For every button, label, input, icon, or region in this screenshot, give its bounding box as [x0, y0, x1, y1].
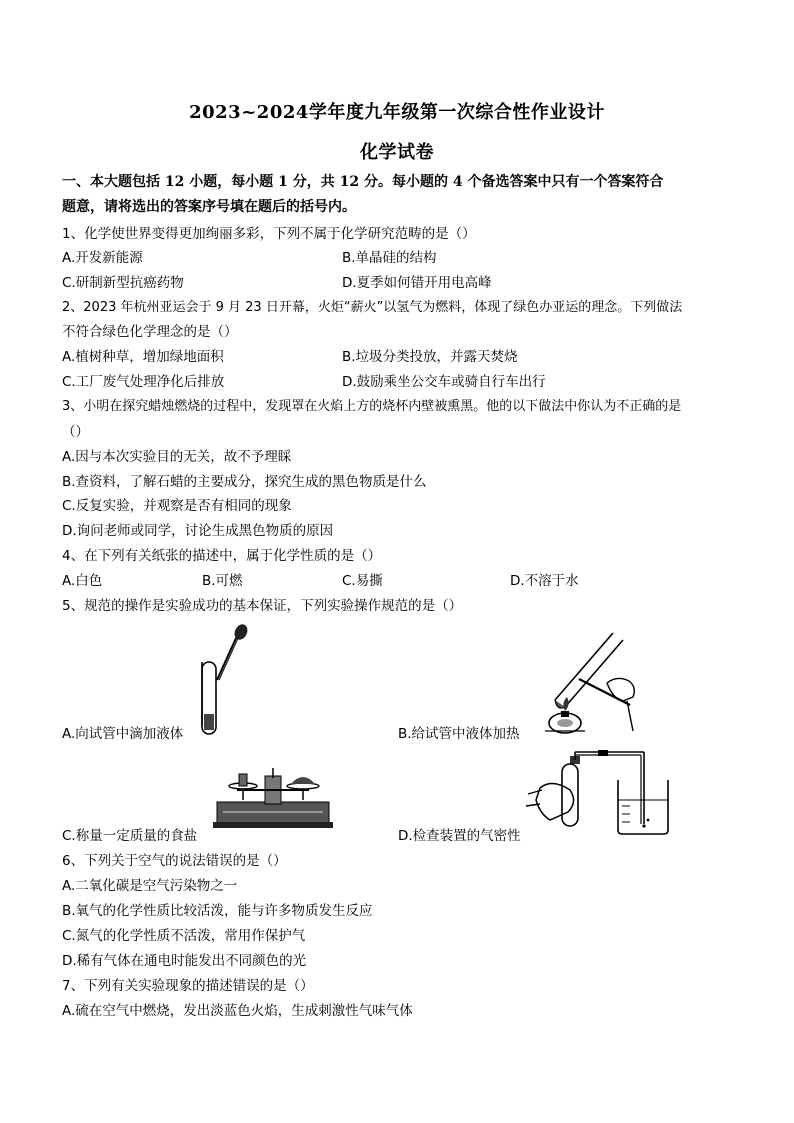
- question-6-option-a: A.二氧化碳是空气污染物之一: [62, 878, 238, 894]
- question-2-option-c: C.工厂废气处理净化后排放: [62, 374, 225, 390]
- question-3-option-a: A.因与本次实验目的无关，故不予理睬: [62, 449, 292, 465]
- question-3-option-b: B.查资料，了解石蜡的主要成分，探究生成的黑色物质是什么: [62, 474, 427, 490]
- question-3-stem-line-2: （）: [62, 424, 89, 440]
- question-2-stem-line-1: 2、2023 年杭州亚运会于 9 月 23 日开幕，火炬“薪火”以氢气为燃料，体现了绿色办亚运的理念。下列做法: [62, 300, 683, 315]
- question-1-option-c: C.研制新型抗癌药物: [62, 275, 184, 291]
- section-instructions-line-2: 题意，请将选出的答案序号填在题后的括号内。: [62, 199, 356, 215]
- question-6-stem: 6、下列关于空气的说法错误的是（）: [62, 853, 287, 869]
- balance-scale-figure: [213, 762, 333, 832]
- question-6-option-d: D.稀有气体在通电时能发出不同颜色的光: [62, 953, 307, 969]
- question-6-option-b: B.氧气的化学性质比较活泼，能与许多物质发生反应: [62, 903, 373, 919]
- question-1-option-a: A.开发新能源: [62, 250, 143, 266]
- question-6-option-c: C.氮气的化学性质不活泼，常用作保护气: [62, 928, 306, 944]
- question-5-stem: 5、规范的操作是实验成功的基本保证，下列实验操作规范的是（）: [62, 598, 463, 614]
- question-1-stem: 1、化学使世界变得更加绚丽多彩，下列不属于化学研究范畴的是（）: [62, 226, 476, 242]
- question-2-option-a: A.植树种草，增加绿地面积: [62, 349, 224, 365]
- exam-subtitle: 化学试卷: [360, 142, 434, 163]
- question-4-option-b: B.可燃: [202, 573, 243, 589]
- section-instructions-line-1: 一、本大题包括 12 小题，每小题 1 分，共 12 分。每小题的 4 个备选答案中只有一个答案符合: [62, 174, 664, 190]
- question-1-option-d: D.夏季如何错开用电高峰: [342, 275, 492, 291]
- question-3-stem-line-1: 3、小明在探究蜡烛燃烧的过程中，发现罩在火焰上方的烧杯内壁被熏黑。他的以下做法中你认为不正确的是: [62, 399, 682, 414]
- question-2-option-d: D.鼓励乘坐公交车或骑自行车出行: [342, 374, 546, 390]
- airtightness-check-figure: [520, 750, 680, 840]
- question-3-option-d: D.询问老师或同学，讨论生成黑色物质的原因: [62, 523, 334, 539]
- exam-title: 2023~2024学年度九年级第一次综合性作业设计: [189, 102, 605, 123]
- question-4-option-c: C.易撕: [342, 573, 383, 589]
- question-2-stem-line-2: 不符合绿色化学理念的是（）: [62, 324, 238, 340]
- question-4-stem: 4、在下列有关纸张的描述中，属于化学性质的是（）: [62, 548, 382, 564]
- heating-test-tube-figure: [535, 625, 645, 743]
- dropper-test-tube-figure: [195, 622, 255, 740]
- question-4-option-a: A.白色: [62, 573, 103, 589]
- question-5-option-c: C.称量一定质量的食盐: [62, 828, 198, 844]
- question-5-option-b: B.给试管中液体加热: [398, 726, 520, 742]
- question-1-option-b: B.单晶硅的结构: [342, 250, 437, 266]
- question-4-option-d: D.不溶于水: [510, 573, 579, 589]
- question-5-option-d: D.检查装置的气密性: [398, 828, 521, 844]
- question-7-option-a: A.硫在空气中燃烧，发出淡蓝色火焰，生成刺激性气味气体: [62, 1003, 413, 1019]
- question-7-stem: 7、下列有关实验现象的描述错误的是（）: [62, 978, 314, 994]
- question-5-option-a: A.向试管中滴加液体: [62, 726, 184, 742]
- question-2-option-b: B.垃圾分类投放，并露天焚烧: [342, 349, 518, 365]
- question-3-option-c: C.反复实验，并观察是否有相同的现象: [62, 498, 292, 514]
